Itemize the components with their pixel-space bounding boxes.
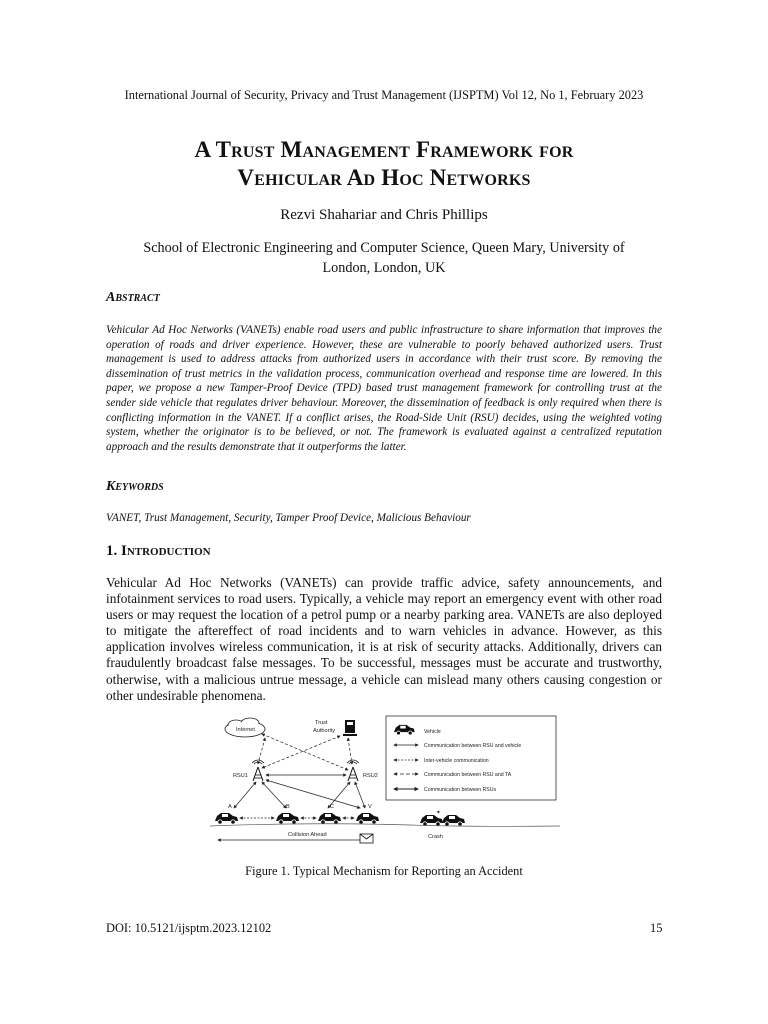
rsu2-label: RSU2 xyxy=(363,773,378,779)
vehicle-b-icon xyxy=(276,813,299,824)
title-line-1: A Trust Management Framework for xyxy=(194,137,574,162)
legend-item-rsu-vehicle: Communication between RSU and vehicle xyxy=(424,743,522,749)
vehicle-c-label: C xyxy=(330,804,335,810)
legend-item-rsu-ta: Communication between RSU and TA xyxy=(424,772,512,778)
paper-title xyxy=(0,136,768,192)
crash-vehicle-1-icon xyxy=(420,815,443,826)
trust-authority-label-2: Authority xyxy=(313,728,336,734)
introduction-heading: 1. Introduction xyxy=(106,543,211,559)
trust-authority-label-1: Trust xyxy=(315,720,328,726)
vehicle-v-icon xyxy=(356,813,379,824)
journal-header: International Journal of Security, Privacy and Trust Management (IJSPTM) Vol 12, No 1, February 2023 xyxy=(124,88,644,102)
introduction-text: Vehicular Ad Hoc Networks (VANETs) can provide traffic advice, safety announcements, and infotainment services to road users. Typically, a vehicle may report an emergency event with other road users or may request the location of a petrol pump or a nearby parking area. VANETs are also deployed to mitigate the aftereffect of road incidents and to warn vehicles in advance. However, as this application involves wireless communication, it is at risk of security attacks. Additionally, drivers can fraudulently broadcast false messages. To be successful, messages must be accurate and trustworthy, otherwise, with a malicious untrue message, a vehicle can mislead many others causing congestion or other undesirable phenomena. xyxy=(106,575,662,703)
rsu1-label: RSU1 xyxy=(233,773,248,779)
authors: Rezvi Shahariar and Chris Phillips xyxy=(280,207,488,223)
doi: DOI: 10.5121/ijsptm.2023.12102 xyxy=(106,921,272,935)
crash-label: Crash xyxy=(428,834,443,840)
collision-ahead-label: Collision Ahead xyxy=(288,832,327,838)
envelope-icon xyxy=(360,834,373,843)
legend-item-rsus: Communication between RSUs xyxy=(424,787,497,793)
abstract-text: Vehicular Ad Hoc Networks (VANETs) enable road users and public infrastructure to share information that improves the operation of roads and driver experience. However, these are vulnerable to poorly behaved authorized users. Trust management is used to address attacks from authorized users in accordance with their trust score. By removing the dissemination of trust metrics in the validation process, communication overhead and response time are lowered. In this paper, we propose a new Tamper-Proof Device (TPD) based trust management framework for controlling trust at the sender side vehicle that regulates driver behaviour. Moreover, the dissemination of feedback is only required when there is conflicting information in the VANET. If a conflict arises, the Road-Side Unit (RSU) decides, using the weighted voting system, whether the originator is to be believed, or not. The framework is evaluated against a centralized reputation approach and the results demonstrate that it outperforms the latter. xyxy=(106,324,662,453)
computer-icon xyxy=(343,720,357,736)
internet-label: Internet xyxy=(236,727,255,733)
title-line-2: Vehicular Ad Hoc Networks xyxy=(237,165,531,190)
vehicle-a-icon xyxy=(215,813,238,824)
keywords-heading: Keywords xyxy=(106,479,164,494)
vehicle-v-label: V xyxy=(368,804,372,810)
rsu2-tower-icon xyxy=(347,760,359,781)
affiliation xyxy=(100,238,668,278)
crash-vehicle-2-icon xyxy=(442,815,465,826)
vehicle-b-label: B xyxy=(286,804,290,810)
affiliation-line-2: London, London, UK xyxy=(322,260,446,276)
page-number: 15 xyxy=(650,921,663,935)
crash-spark-icon: ✶ xyxy=(436,810,441,816)
legend-item-vehicle: Vehicle xyxy=(424,729,441,735)
legend-item-inter-vehicle: Inter-vehicle communication xyxy=(424,758,489,764)
abstract-heading: Abstract xyxy=(106,290,160,305)
figure-1-diagram xyxy=(210,712,560,844)
affiliation-line-1: School of Electronic Engineering and Computer Science, Queen Mary, University of xyxy=(143,240,625,256)
keywords-text: VANET, Trust Management, Security, Tamper Proof Device, Malicious Behaviour xyxy=(106,512,471,524)
vehicle-c-icon xyxy=(318,813,341,824)
figure-caption: Figure 1. Typical Mechanism for Reporting an Accident xyxy=(245,864,523,878)
vehicle-a-label: A xyxy=(228,804,232,810)
